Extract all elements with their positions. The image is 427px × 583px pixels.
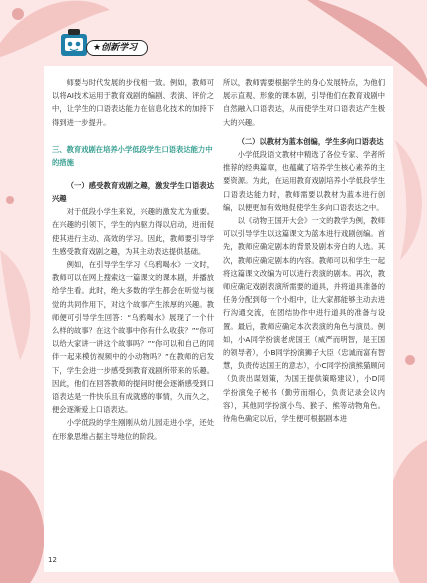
leaf-right-mid [395, 140, 422, 260]
left-column [52, 76, 214, 443]
right-paragraph-3: 以《动物王国开大会》一文的教学为例，教师可以引导学生以这篇课文为蓝本进行戏剧创编。首先，教师应确定剧本的背景及剧本旁白的人选。其次，教师应确定剧本的内容。教师可以和学生一起将这篇课文改编为可以进行表演的剧本。再次，教师应确定戏剧表演所需要的道具，并将道具准备的任务分配到每一个小组中，让大家都能够主动去进行沟通交流，在团结协作中进行道具的准备与设置。最后，教师应确定本次表演的角色与演员。例如，小A同学扮演老虎国王（威严而明智，是王国的领导者），小B同学扮演狮子大臣（忠诚而富有智慧，负责传达国王的意志），小C同学扮演熊猫顾问（负责出谋划策，为国王提供策略建议），小D同学扮演兔子秘书（勤劳而细心，负责记录会议内容），其他同学扮演小鸟、猴子、熊等动物角色。待角色确定以后，学生便可根据剧本进 [223, 216, 385, 424]
dot-left [6, 196, 14, 204]
right-paragraph-1: 所以，教师需要根据学生的身心发展特点，为他们展示直观、形象的课本剧，引导他们在教育戏剧中自然融入口语表达，从而使学生对口语表达产生极大的兴趣。 [223, 78, 385, 127]
subsection-title-2: （二）以教材为蓝本创编，学生多向口语表达 [237, 136, 384, 146]
leaf-bottom-left [0, 470, 44, 583]
left-paragraph-2: 对于低段小学生来说，兴趣的激发尤为重要。在兴趣的引领下，学生的内驱力得以启动，进而促使其进行主动、高效的学习。因此，教师要引导学生感受教育戏剧之趣，为其主动表达提供基础。 [52, 207, 214, 256]
article-page [44, 66, 393, 572]
right-column [223, 76, 385, 425]
leaf-left-mid [0, 250, 30, 360]
section-title: 三、教育戏剧在培养小学低段学生口语表达能力中的措施 [52, 144, 213, 167]
subsection-title-1: （一）感受教育戏剧之趣，激发学生口语表达兴趣 [52, 180, 214, 204]
page-number: 12 [48, 556, 57, 564]
left-paragraph-4: 小学低段的学生刚刚从幼儿园走进小学，还处在形象思维占据主导地位的阶段。 [52, 418, 214, 441]
section-header-label: ★创新学习 [86, 40, 148, 56]
left-paragraph-1: 师要与时代发展的步伐相一致。例如，教师可以将AI技术运用于教育戏剧的编剧、表演、评价之中，让学生的口语表达能力在信息化技术的加持下得到进一步提升。 [52, 78, 214, 127]
dot-top-left [12, 8, 24, 20]
dot-right [405, 355, 415, 365]
left-paragraph-3: 例如，在引导学生学习《乌鸦喝水》一文时，教师可以在网上搜索这一篇课文的课本剧，并播放给学生看。此时，绝大多数的学生都会在听觉与视觉的共同作用下，对这个故事产生浓厚的兴趣。教师便可引导学生回答：“乌鸦喝水》展现了一个什么样的故事？在这个故事中你有什么收获？”“你可以给大家讲一讲这个故事吗？”“你可以和自己的同伴一起来模仿视频中的小动物吗？”在教师的启发下，学生会进一步感受到教育戏剧所带来的乐趣。因此，他们在回答教师的提问时便会逐渐感受到口语表达是一件快乐且有成就感的事情，久而久之，便会逐渐爱上口语表达。 [52, 260, 214, 415]
book-mascot-logo [58, 28, 90, 60]
right-paragraph-2: 小学低段语文教材中精选了各位专家、学者所推荐的经典篇章，也蕴藏了培养学生核心素养的主要资源。为此，在运用教育戏剧培养小学低段学生口语表达能力时，教师需要以教材为蓝本进行创编，以便更加有效地促使学生多向口语表达之中。 [223, 150, 385, 212]
